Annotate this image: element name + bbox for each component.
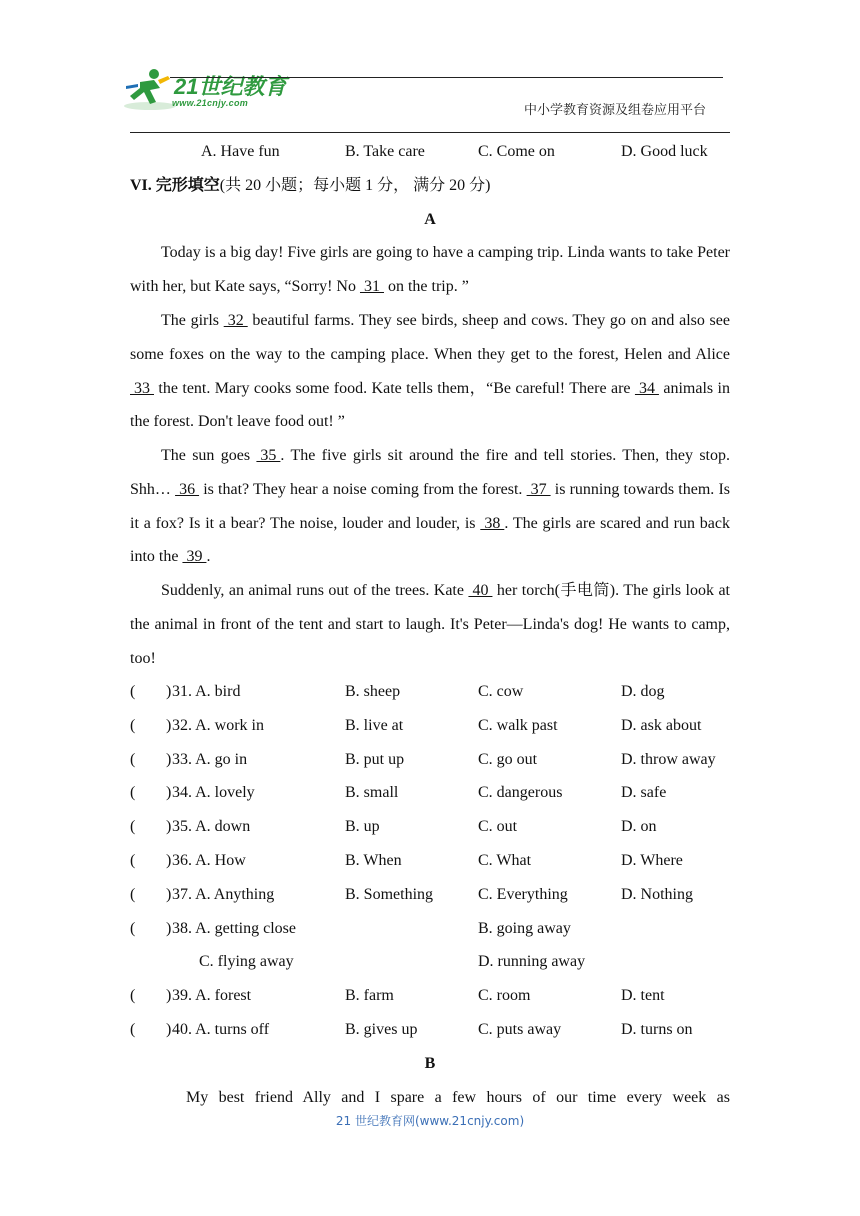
question-option-b: B. Something xyxy=(345,885,434,903)
question-option-b: B. live at xyxy=(345,716,404,734)
answer-paren-close: ) xyxy=(166,852,172,869)
answer-paren-close: ) xyxy=(166,919,172,937)
question-option-a: 40. A. turns off xyxy=(172,1021,270,1038)
option-a: A. Have fun xyxy=(201,143,280,160)
logo-url: www.21cnjy.com xyxy=(172,98,249,108)
question-option-d: D. tent xyxy=(621,987,665,1005)
answer-paren-close: ) xyxy=(166,987,172,1005)
passage-a-paragraph-2: The girls 32 beautiful farms. They see birds, sheep and cows. They go on and also see some foxes on the way to the camping place. When they get to the forest, Helen and Alice 33 the tent. Mary cooks some food. Kate tells them，“Be careful! There are 34 animals in the forest. Don't leave food out! ” xyxy=(130,304,730,439)
answer-paren-open: ( xyxy=(130,1021,136,1038)
question-option-d: D. dog xyxy=(621,683,665,700)
question-option-d: D. throw away xyxy=(621,750,716,768)
option-c: C. Come on xyxy=(478,143,555,160)
question-option-a: 38. A. getting close xyxy=(172,919,296,937)
question-option-d: D. on xyxy=(621,818,657,836)
question-option-c: D. running away xyxy=(478,953,586,971)
question-option-a: 32. A. work in xyxy=(172,716,264,734)
blank-40: 40 xyxy=(468,582,493,599)
question-row xyxy=(130,1018,730,1042)
answer-paren-close: ) xyxy=(166,784,172,802)
answer-paren-open: ( xyxy=(130,987,136,1005)
question-option-c: C. dangerous xyxy=(478,784,563,802)
section-title xyxy=(130,174,490,198)
question-option-c: C. puts away xyxy=(478,1021,562,1038)
question-option-a: 34. A. lovely xyxy=(172,784,255,802)
passage-a-heading: A xyxy=(424,211,436,228)
blank-38: 38 xyxy=(480,514,505,532)
blank-35: 35 xyxy=(256,447,281,464)
blank-39: 39 xyxy=(182,548,207,566)
logo-text: 21世纪教育 xyxy=(174,74,287,99)
question-option-b: B. When xyxy=(345,852,402,869)
question-option-d: D. safe xyxy=(621,784,667,802)
question-row xyxy=(130,680,730,704)
blank-32: 32 xyxy=(223,312,248,329)
question-option-c: C. Everything xyxy=(478,885,568,903)
question-option-b: B. sheep xyxy=(345,683,401,700)
question-option-c: C. What xyxy=(478,852,532,869)
question-option-d: D. turns on xyxy=(621,1021,693,1038)
question-row xyxy=(130,815,730,839)
question-option-d: D. Nothing xyxy=(621,885,693,903)
question-option-b: B. gives up xyxy=(345,1021,418,1038)
question-option-c: C. room xyxy=(478,987,531,1005)
question-option-b: B. farm xyxy=(345,987,394,1005)
section-title-bold: VI. 完形填空 xyxy=(130,177,220,194)
question-option-b: B. put up xyxy=(345,750,405,768)
question-option-a: 39. A. forest xyxy=(172,987,252,1005)
site-logo xyxy=(120,66,290,114)
passage-b-paragraph-1: My best friend Ally and I spare a few hours of our time every week as xyxy=(186,1089,730,1106)
passage-a-paragraph-1: Today is a big day! Five girls are going to have a camping trip. Linda wants to take Peter with her, but Kate says, “Sorry! No 31 on the trip. ” xyxy=(130,236,730,304)
option-b: B. Take care xyxy=(345,143,425,160)
question-option-d: D. Where xyxy=(621,852,683,869)
answer-paren-open: ( xyxy=(130,852,136,869)
question-option-a: 37. A. Anything xyxy=(172,885,275,903)
page-footer: 21 世纪教育网(www.21cnjy.com) xyxy=(335,1114,525,1128)
passage-a-paragraph-4: Suddenly, an animal runs out of the trees. Kate 40 her torch(手电筒). The girls look at the animal in front of the tent and start to laugh. It's Peter—Linda's dog! He wants to camp, too! xyxy=(130,574,730,675)
answer-paren-close: ) xyxy=(166,716,172,734)
question-row xyxy=(130,781,730,805)
question-row xyxy=(130,917,730,941)
section-title-rest: (共 20 小题；每小题 1 分， 满分 20 分) xyxy=(219,177,491,194)
answer-paren-close: ) xyxy=(166,1021,172,1038)
answer-paren-open: ( xyxy=(130,919,136,937)
answer-paren-open: ( xyxy=(130,885,136,903)
question-row xyxy=(130,714,730,738)
blank-31: 31 xyxy=(359,277,384,295)
passage-a-paragraph-3: The sun goes 35 . The five girls sit around the fire and tell stories. Then, they stop. Shh… 36 is that? They hear a noise coming from the forest. 37 is running towards them. Is it a fox? Is it a bear? The noise, louder and louder, is 38 . The girls are scared and run back into the 39 . xyxy=(130,439,730,574)
answer-paren-close: ) xyxy=(166,885,172,903)
answer-paren-open: ( xyxy=(130,784,136,802)
blank-34: 34 xyxy=(634,379,659,397)
blank-33: 33 xyxy=(130,379,154,397)
question-row xyxy=(130,883,730,907)
question-option-a: 36. A. How xyxy=(172,852,246,869)
header-tagline: 中小学教育资源及组卷应用平台 xyxy=(524,102,707,117)
question-option-b: B. small xyxy=(345,784,399,802)
answer-paren-close: ) xyxy=(166,750,172,768)
runner-logo-icon xyxy=(120,66,176,114)
prev-question-options xyxy=(130,140,730,164)
blank-36: 36 xyxy=(175,480,200,498)
question-option-a: 33. A. go in xyxy=(172,750,248,768)
question-row xyxy=(130,748,730,772)
question-option-a: 35. A. down xyxy=(172,818,251,836)
header-rule-top xyxy=(170,77,723,78)
header-rule-bottom xyxy=(130,132,730,133)
answer-paren-open: ( xyxy=(130,818,136,836)
question-row xyxy=(130,950,730,974)
question-option-c: C. out xyxy=(478,818,518,836)
question-row xyxy=(130,984,730,1008)
question-option-c: C. cow xyxy=(478,683,524,700)
question-option-b: B. up xyxy=(345,818,380,836)
question-option-c: C. go out xyxy=(478,750,538,768)
answer-paren-open: ( xyxy=(130,683,136,700)
question-option-c: B. going away xyxy=(478,919,571,937)
question-row xyxy=(130,849,730,873)
answer-paren-close: ) xyxy=(166,683,172,700)
question-option-a: 31. A. bird xyxy=(172,683,241,700)
question-option-a: C. flying away xyxy=(199,953,294,971)
question-option-d: D. ask about xyxy=(621,716,702,734)
passage-b-heading: B xyxy=(424,1055,436,1072)
blank-37: 37 xyxy=(526,480,551,498)
answer-paren-open: ( xyxy=(130,716,136,734)
option-d: D. Good luck xyxy=(621,143,708,160)
answer-paren-open: ( xyxy=(130,750,136,768)
question-option-c: C. walk past xyxy=(478,716,558,734)
answer-paren-close: ) xyxy=(166,818,172,836)
